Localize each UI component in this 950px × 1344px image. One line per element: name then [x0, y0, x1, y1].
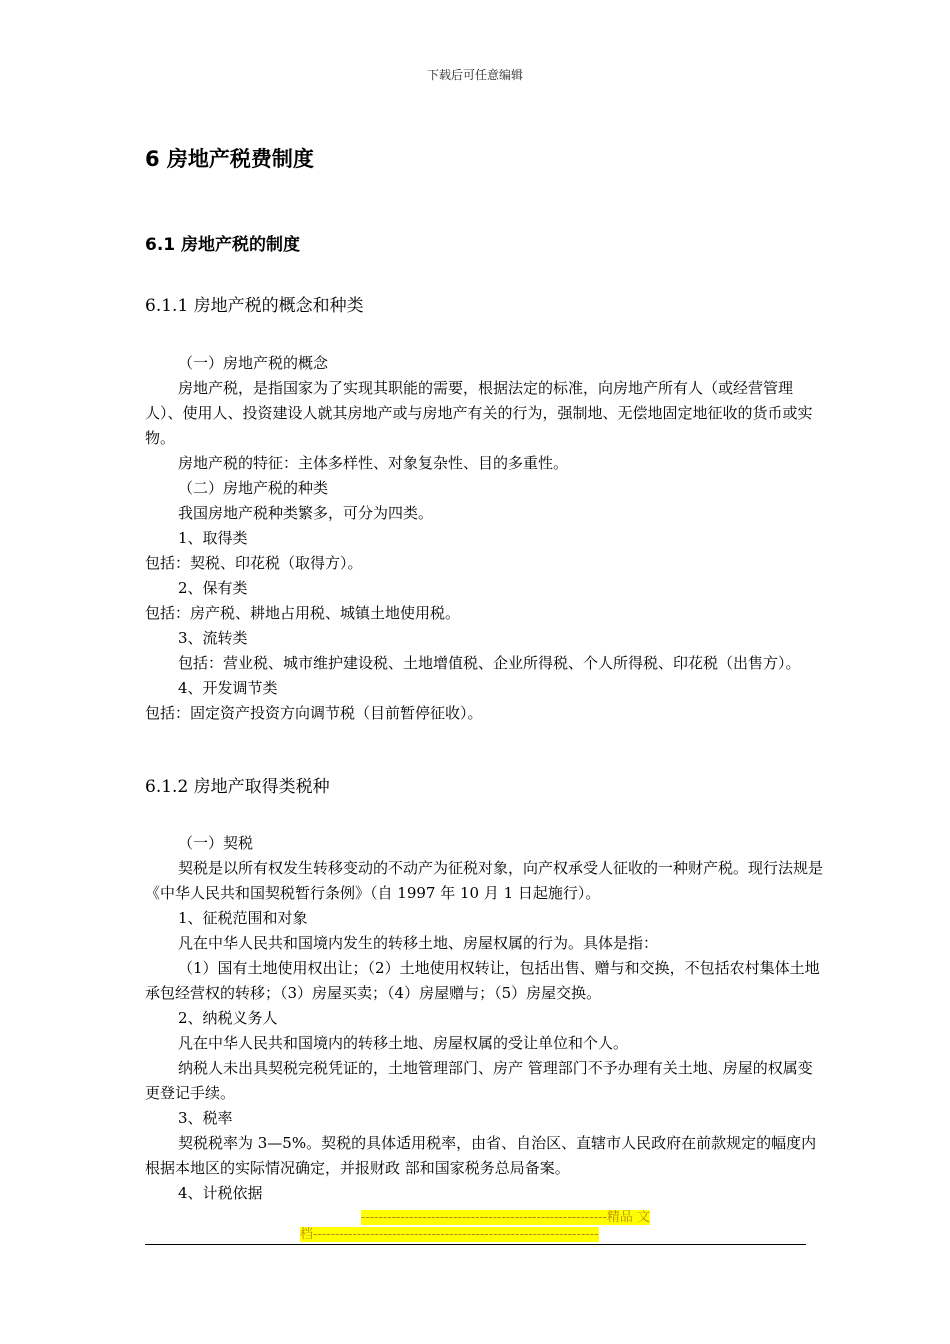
- paragraph: 4、计税依据: [178, 1184, 263, 1202]
- paragraph: 房地产税的特征：主体多样性、对象复杂性、目的多重性。: [178, 454, 569, 472]
- subsection-heading-6-1-2: 6.1.2 房地产取得类税种: [145, 777, 330, 797]
- paragraph: 3、流转类: [178, 629, 248, 647]
- subsection-body-6-1-1: [145, 351, 825, 726]
- section-heading: 6.1 房地产税的制度: [145, 235, 301, 255]
- paragraph: 契税是以所有权发生转移变动的不动产为征税对象，向产权承受人征收的一种财产税。现行法规是《中华人民共和国契税暂行条例》（自 1997 年 10 月 1 日起施行）。: [145, 859, 824, 902]
- subsection-heading-6-1-1: 6.1.1 房地产税的概念和种类: [145, 296, 364, 316]
- paragraph: 房地产税，是指国家为了实现其职能的需要，根据法定的标准，向房地产所有人（或经营管理人）、使用人、投资建设人就其房地产或与房地产有关的行为，强制地、无偿地固定地征收的货币或实物。: [145, 379, 813, 447]
- chapter-title: 6 房地产税费制度: [145, 147, 314, 171]
- footer-divider: [145, 1244, 806, 1245]
- paragraph: 1、取得类: [178, 529, 248, 547]
- paragraph: 纳税人未出具契税完税凭证的，土地管理部门、房产 管理部门不予办理有关土地、房屋的权属变更登记手续。: [145, 1059, 813, 1102]
- paragraph: （1）国有土地使用权出让；（2）土地使用权转让，包括出售、赠与和交换，不包括农村集体土地承包经营权的转移；（3）房屋买卖；（4）房屋赠与；（5）房屋交换。: [145, 959, 820, 1002]
- page-header: 下载后可任意编辑: [426, 68, 523, 82]
- footer-watermark: [300, 1209, 650, 1243]
- paragraph: 我国房地产税种类繁多，可分为四类。: [178, 504, 434, 522]
- paragraph: 1、征税范围和对象: [178, 909, 308, 927]
- footer-line-1: --------------------------------------------------------精品 文: [360, 1210, 650, 1225]
- paragraph: （二）房地产税的种类: [178, 479, 329, 497]
- paragraph: （一）契税: [178, 834, 254, 852]
- paragraph: 包括：营业税、城市维护建设税、土地增值税、企业所得税、个人所得税、印花税（出售方）。: [178, 654, 801, 672]
- paragraph: 2、保有类: [178, 579, 248, 597]
- paragraph: 契税税率为 3—5%。契税的具体适用税率，由省、自治区、直辖市人民政府在前款规定的幅度内根据本地区的实际情况确定，并报财政 部和国家税务总局备案。: [145, 1134, 817, 1177]
- paragraph: （一）房地产税的概念: [178, 354, 329, 372]
- paragraph: 包括：固定资产投资方向调节税（目前暂停征收）。: [145, 704, 483, 722]
- paragraph: 凡在中华人民共和国境内的转移土地、房屋权属的受让单位和个人。: [178, 1034, 629, 1052]
- paragraph: 3、税率: [178, 1109, 233, 1127]
- subsection-body-6-1-2: [145, 831, 825, 1206]
- paragraph: 包括：契税、印花税（取得方）。: [145, 554, 363, 572]
- paragraph: 包括：房产税、耕地占用税、城镇土地使用税。: [145, 604, 461, 622]
- footer-line-2: 档-----------------------------------------------------------------: [300, 1227, 599, 1242]
- paragraph: 凡在中华人民共和国境内发生的转移土地、房屋权属的行为。具体是指：: [178, 934, 659, 952]
- paragraph: 4、开发调节类: [178, 679, 278, 697]
- paragraph: 2、纳税义务人: [178, 1009, 278, 1027]
